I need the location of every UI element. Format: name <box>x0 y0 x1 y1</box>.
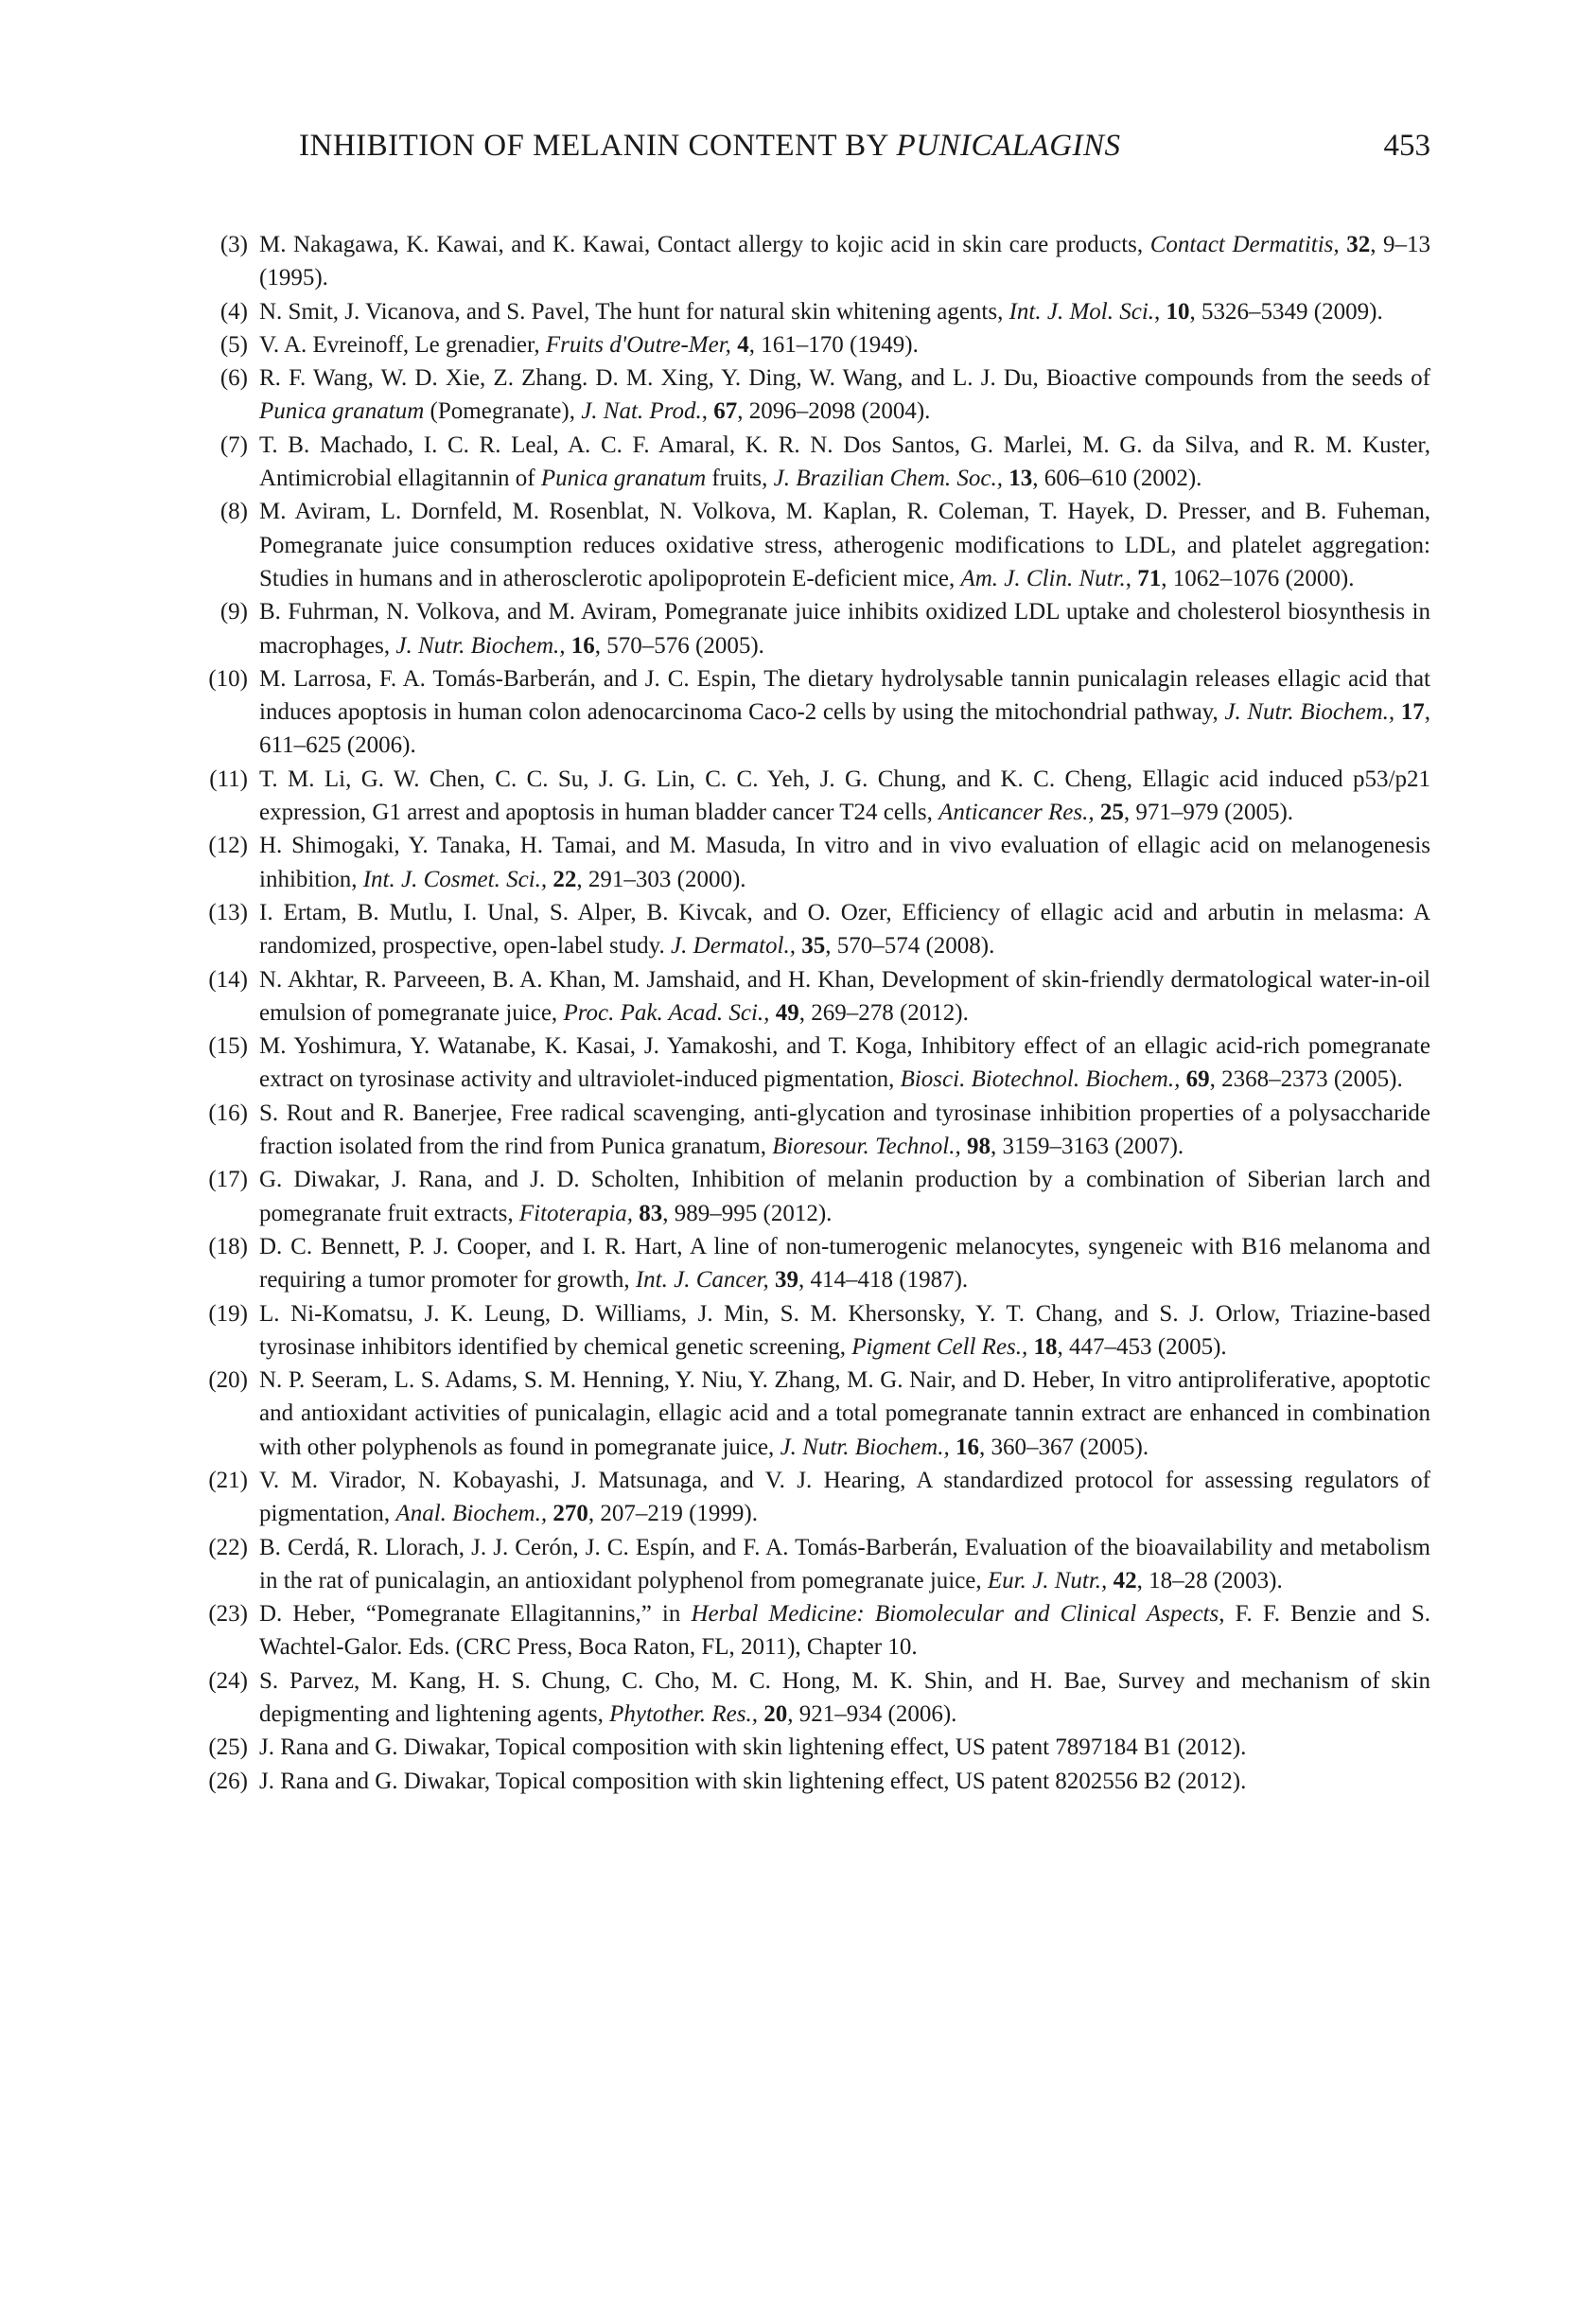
reference-volume: 18 <box>1033 1333 1058 1360</box>
reference-text-run: , 1062–1076 (2000). <box>1161 565 1355 591</box>
running-title-italic: PUNICALAGINS <box>896 129 1121 163</box>
reference-item <box>189 429 1430 496</box>
reference-text-run: N. Akhtar, R. Parveeen, B. A. Khan, M. Jamshaid, and H. Khan, Development of skin-friendly dermatological water-in-oil emulsion of pomegranate juice, <box>259 966 1430 1026</box>
running-title-text: INHIBITION OF MELANIN CONTENT BY <box>299 129 897 163</box>
reference-text-run: D. Heber, “Pomegranate Ellagitannins,” in <box>259 1601 692 1628</box>
reference-text-run: G. Diwakar, J. Rana, and J. D. Scholten, Inhibition of melanin production by a combination of Siberian larch and pomegranate fruit extracts, <box>259 1167 1430 1226</box>
reference-number: (24) <box>208 1667 248 1694</box>
reference-text-run: (Pomegranate), <box>424 398 582 425</box>
reference-volume: 270 <box>552 1501 588 1527</box>
reference-volume: 67 <box>713 398 738 425</box>
reference-text-run: , 9–13 (1995). <box>259 232 1431 291</box>
reference-text-run: , 570–574 (2008). <box>825 933 995 959</box>
reference-text <box>259 1734 1246 1760</box>
reference-italic-run: Anal. Biochem., <box>395 1501 548 1527</box>
reference-text-run: N. Smit, J. Vicanova, and S. Pavel, The hunt for natural skin whitening agents, <box>259 298 1009 325</box>
reference-item <box>189 963 1430 1030</box>
reference-text-run: , 161–170 (1949). <box>748 331 919 358</box>
reference-volume: 42 <box>1113 1567 1137 1593</box>
reference-number: (17) <box>208 1167 248 1193</box>
reference-item <box>189 829 1430 896</box>
reference-text <box>259 766 1430 825</box>
reference-item <box>189 1230 1430 1297</box>
reference-text-run: , <box>701 398 714 425</box>
reference-text <box>259 599 1430 658</box>
reference-item <box>189 328 1430 361</box>
reference-italic-run: Punica granatum <box>259 398 425 425</box>
reference-item <box>189 228 1430 295</box>
reference-text-run: N. P. Seeram, L. S. Adams, S. M. Henning, Y. Niu, Y. Zhang, M. G. Nair, and D. Heber, In vitro antiproliferative, apoptotic and antioxidant activities of punicalagin, ellagic acid and a total pomegranate tannin extract are enhanced in combination with other polyphenols as found in pomegranate juice, <box>259 1367 1430 1460</box>
reference-italic-run: J. Brazilian Chem. Soc., <box>773 466 1004 492</box>
reference-item <box>189 495 1430 595</box>
reference-text <box>259 967 1430 1026</box>
reference-text <box>259 299 1383 325</box>
reference-number: (22) <box>208 1534 248 1560</box>
reference-number: (20) <box>208 1367 248 1394</box>
reference-italic-run: Biosci. Biotechnol. Biochem., <box>900 1066 1181 1093</box>
reference-text-run: B. Fuhrman, N. Volkova, and M. Aviram, Pomegranate juice inhibits oxidized LDL uptake and cholesterol biosynthesis in macrophages, <box>259 599 1430 659</box>
reference-text <box>259 1769 1246 1794</box>
reference-italic-run: J. Dermatol., <box>671 933 796 959</box>
reference-italic-run: Int. J. Mol. Sci. <box>1008 298 1155 325</box>
reference-text-run: , 18–28 (2003). <box>1136 1567 1283 1593</box>
reference-text-run: , 570–576 (2005). <box>594 632 764 659</box>
reference-number: (21) <box>208 1467 248 1493</box>
reference-volume: 10 <box>1166 298 1190 325</box>
page-number: 453 <box>1383 129 1430 163</box>
reference-text-run: , 414–418 (1987). <box>798 1267 969 1294</box>
running-header <box>201 129 1430 176</box>
reference-text-run: T. B. Machado, I. C. R. Leal, A. C. F. Amaral, K. R. N. Dos Santos, G. Marlei, M. G. da Silva, and R. M. Kuster, Antimicrobial ellagitannin of <box>259 431 1430 492</box>
reference-text-run: R. F. Wang, W. D. Xie, Z. Zhang. D. M. Xing, Y. Ding, W. Wang, and L. J. Du, Bioactive compounds from the seeds of <box>259 365 1430 392</box>
reference-text-run: M. Nakagawa, K. Kawai, and K. Kawai, Contact allergy to kojic acid in skin care products, <box>259 232 1150 257</box>
reference-text-run: , 2096–2098 (2004). <box>737 398 931 425</box>
reference-text-run: , 3159–3163 (2007). <box>991 1134 1184 1160</box>
reference-volume: 20 <box>763 1701 788 1728</box>
reference-volume: 16 <box>570 632 595 659</box>
reference-italic-run: Fitoterapia, <box>518 1200 634 1226</box>
reference-item <box>189 1097 1430 1164</box>
reference-text <box>259 1601 1430 1660</box>
reference-volume: 13 <box>1008 466 1033 492</box>
reference-number: (10) <box>208 665 248 692</box>
reference-text-run: M. Yoshimura, Y. Watanabe, K. Kasai, J. Yamakoshi, and T. Koga, Inhibitory effect of an ellagic acid-rich pomegranate extract on tyrosinase activity and ultraviolet-induced pigmentation, <box>259 1033 1430 1093</box>
reference-volume: 16 <box>955 1434 979 1460</box>
reference-item <box>189 1664 1430 1732</box>
reference-text-run: , F. F. Benzie and S. Wachtel-Galor. Eds. (CRC Press, Boca Raton, FL, 2011), Chapter 10. <box>259 1601 1430 1661</box>
reference-text-run: , 360–367 (2005). <box>978 1434 1149 1460</box>
reference-text-run: T. M. Li, G. W. Chen, C. C. Su, J. G. Lin, C. C. Yeh, J. G. Chung, and K. C. Cheng, Ellagic acid induced p53/p21 expression, G1 arrest and apoptosis in human bladder cancer T24 cells, <box>259 766 1430 826</box>
reference-item <box>189 1765 1430 1798</box>
reference-italic-run: J. Nutr. Biochem., <box>395 632 566 659</box>
reference-volume: 25 <box>1099 800 1124 826</box>
reference-volume: 39 <box>775 1267 799 1294</box>
reference-number: (12) <box>208 833 248 859</box>
reference-italic-run: Fruits d'Outre-Mer, <box>545 331 731 358</box>
reference-volume: 22 <box>552 866 577 892</box>
reference-text <box>259 1033 1430 1092</box>
reference-number: (19) <box>208 1300 248 1327</box>
reference-text-run: , <box>1125 565 1138 591</box>
reference-text-run: , 2368–2373 (2005). <box>1209 1066 1403 1093</box>
reference-text-run: D. C. Bennett, P. J. Cooper, and I. R. Hart, A line of non-tumerogenic melanocytes, syngeneic with B16 melanoma and requiring a tumor promoter for growth, <box>259 1233 1430 1294</box>
reference-text <box>259 666 1430 759</box>
reference-text-run: I. Ertam, B. Mutlu, I. Unal, S. Alper, B. Kivcak, and O. Ozer, Efficiency of ellagic acid and arbutin in melasma: A randomized, prospective, open-label study. <box>259 899 1430 959</box>
reference-text-run <box>1394 699 1401 725</box>
reference-volume: 98 <box>967 1134 991 1160</box>
reference-text <box>259 232 1430 290</box>
reference-italic-run: Punica granatum <box>540 466 707 492</box>
reference-text-run: V. A. Evreinoff, Le grenadier, <box>259 331 546 358</box>
reference-text-run: S. Rout and R. Banerjee, Free radical scavenging, anti-glycation and tyrosinase inhibition properties of a polysaccharide fraction isolated from the rind from Punica granatum, <box>259 1100 1430 1160</box>
reference-italic-run: Anticancer Res., <box>938 800 1095 826</box>
reference-text-run: , 921–934 (2006). <box>787 1701 957 1728</box>
reference-text-run: , 447–453 (2005). <box>1057 1333 1227 1360</box>
reference-text <box>259 1167 1430 1225</box>
reference-volume: 17 <box>1400 699 1425 726</box>
reference-text-run: , 5326–5349 (2009). <box>1189 298 1383 325</box>
reference-number: (26) <box>208 1768 248 1794</box>
reference-text-run: , 611–625 (2006). <box>259 699 1431 759</box>
reference-text <box>259 499 1430 591</box>
reference-item <box>189 662 1430 763</box>
reference-text <box>259 432 1430 491</box>
reference-number: (9) <box>219 599 248 625</box>
reference-text-run: B. Cerdá, R. Llorach, J. J. Cerón, J. C. Espín, and F. A. Tomás-Barberán, Evaluation of the bioavailability and metabolism in the rat of punicalagin, an antioxidant polyphenol from pomegranate juice, <box>259 1534 1430 1593</box>
reference-item <box>189 1597 1430 1664</box>
reference-italic-run: Contact Dermatitis, <box>1149 232 1340 257</box>
reference-text-run: V. M. Virador, N. Kobayashi, J. Matsunaga, and V. J. Hearing, A standardized protocol for assessing regulators of pigmentation, <box>259 1467 1430 1527</box>
reference-text-run: fruits, <box>706 466 774 492</box>
reference-number: (5) <box>219 331 248 358</box>
reference-text <box>259 900 1430 959</box>
reference-number: (6) <box>219 365 248 392</box>
reference-text-run: M. Larrosa, F. A. Tomás-Barberán, and J. C. Espin, The dietary hydrolysable tannin punicalagin releases ellagic acid that induces apoptosis in human colon adenocarcinoma Caco-2 cells by using the mitochondrial pathway, <box>259 665 1430 726</box>
reference-text-run: , 269–278 (2012). <box>798 999 969 1026</box>
reference-italic-run: J. Nutr. Biochem., <box>780 1434 950 1460</box>
reference-italic-run: Eur. J. Nutr., <box>987 1567 1108 1593</box>
running-title <box>299 129 1121 164</box>
reference-number: (7) <box>219 431 248 458</box>
reference-item <box>189 763 1430 830</box>
reference-item <box>189 1731 1430 1764</box>
reference-item <box>189 595 1430 662</box>
reference-item <box>189 1531 1430 1598</box>
reference-italic-run: J. Nutr. Biochem., <box>1224 699 1395 726</box>
reference-italic-run: Bioresour. Technol., <box>772 1134 961 1160</box>
reference-volume: 4 <box>737 331 749 358</box>
reference-number: (13) <box>208 899 248 925</box>
reference-volume: 71 <box>1137 565 1162 591</box>
reference-item <box>189 1030 1430 1097</box>
reference-item <box>189 896 1430 963</box>
reference-italic-run: Proc. Pak. Acad. Sci., <box>563 999 770 1026</box>
reference-text-run: J. Rana and G. Diwakar, Topical composition with skin lightening effect, US patent 8202556 B2 (2012). <box>259 1768 1247 1794</box>
reference-number: (18) <box>208 1233 248 1259</box>
reference-italic-run: Pigment Cell Res., <box>851 1333 1028 1360</box>
reference-number: (23) <box>208 1601 248 1628</box>
reference-number: (11) <box>209 766 248 792</box>
reference-text <box>259 1668 1430 1727</box>
reference-text-run: J. Rana and G. Diwakar, Topical composition with skin lightening effect, US patent 7897184 B1 (2012). <box>259 1734 1247 1761</box>
reference-item <box>189 1297 1430 1364</box>
reference-item <box>189 1364 1430 1464</box>
reference-number: (25) <box>208 1734 248 1761</box>
reference-text <box>259 1100 1430 1159</box>
reference-text <box>259 1301 1430 1360</box>
reference-item <box>189 295 1430 328</box>
reference-volume: 69 <box>1185 1066 1210 1093</box>
reference-number: (3) <box>219 232 248 257</box>
reference-text-run: , 207–219 (1999). <box>588 1501 759 1527</box>
reference-italic-run: Am. J. Clin. Nutr. <box>960 565 1126 591</box>
reference-text <box>259 1234 1430 1293</box>
reference-text-run: , <box>1154 298 1166 325</box>
reference-volume: 32 <box>1346 232 1371 257</box>
reference-text <box>259 332 919 358</box>
reference-number: (14) <box>208 966 248 993</box>
reference-italic-run: Int. J. Cancer, <box>635 1267 769 1294</box>
reference-item <box>189 1464 1430 1531</box>
reference-volume: 49 <box>775 999 799 1026</box>
reference-text <box>259 1535 1430 1593</box>
reference-item <box>189 361 1430 429</box>
reference-list <box>189 228 1430 1798</box>
reference-text <box>259 1468 1430 1526</box>
reference-number: (15) <box>208 1033 248 1060</box>
reference-text-run: H. Shimogaki, Y. Tanaka, H. Tamai, and M. Masuda, In vitro and in vivo evaluation of ellagic acid on melanogenesis inhibition, <box>259 833 1430 892</box>
reference-text <box>259 833 1430 891</box>
reference-number: (4) <box>219 298 248 325</box>
reference-volume: 35 <box>801 933 826 959</box>
reference-text-run: , 606–610 (2002). <box>1032 466 1202 492</box>
reference-text-run: S. Parvez, M. Kang, H. S. Chung, C. Cho, M. C. Hong, M. K. Shin, and H. Bae, Survey and mechanism of skin depigmenting and lightening agents, <box>259 1667 1430 1728</box>
reference-text-run: , 291–303 (2000). <box>576 866 746 892</box>
reference-text-run: M. Aviram, L. Dornfeld, M. Rosenblat, N. Volkova, M. Kaplan, R. Coleman, T. Hayek, D. Presser, and B. Fuheman, Pomegranate juice consumption reduces oxidative stress, atherogenic modifications to LDL, and platelet aggregation: Studies in humans and in atherosclerotic apolipoprotein E-deficient mice, <box>259 499 1430 591</box>
reference-number: (8) <box>219 499 248 525</box>
reference-text-run: L. Ni-Komatsu, J. K. Leung, D. Williams, J. Min, S. M. Khersonsky, Y. T. Chang, and S. J. Orlow, Triazine-based tyrosinase inhibitors identified by chemical genetic screening, <box>259 1300 1430 1360</box>
reference-text <box>259 365 1430 424</box>
reference-text-run: , 989–995 (2012). <box>662 1200 833 1226</box>
reference-italic-run: Herbal Medicine: Biomolecular and Clinical Aspects <box>691 1601 1219 1628</box>
reference-item <box>189 1163 1430 1230</box>
reference-italic-run: Int. J. Cosmet. Sci., <box>362 866 548 892</box>
reference-text <box>259 1367 1430 1460</box>
reference-text-run: , 971–979 (2005). <box>1123 800 1294 826</box>
reference-volume: 83 <box>639 1200 663 1226</box>
reference-italic-run: J. Nat. Prod. <box>581 398 702 425</box>
reference-number: (16) <box>208 1100 248 1126</box>
reference-italic-run: Phytother. Res., <box>609 1701 758 1728</box>
